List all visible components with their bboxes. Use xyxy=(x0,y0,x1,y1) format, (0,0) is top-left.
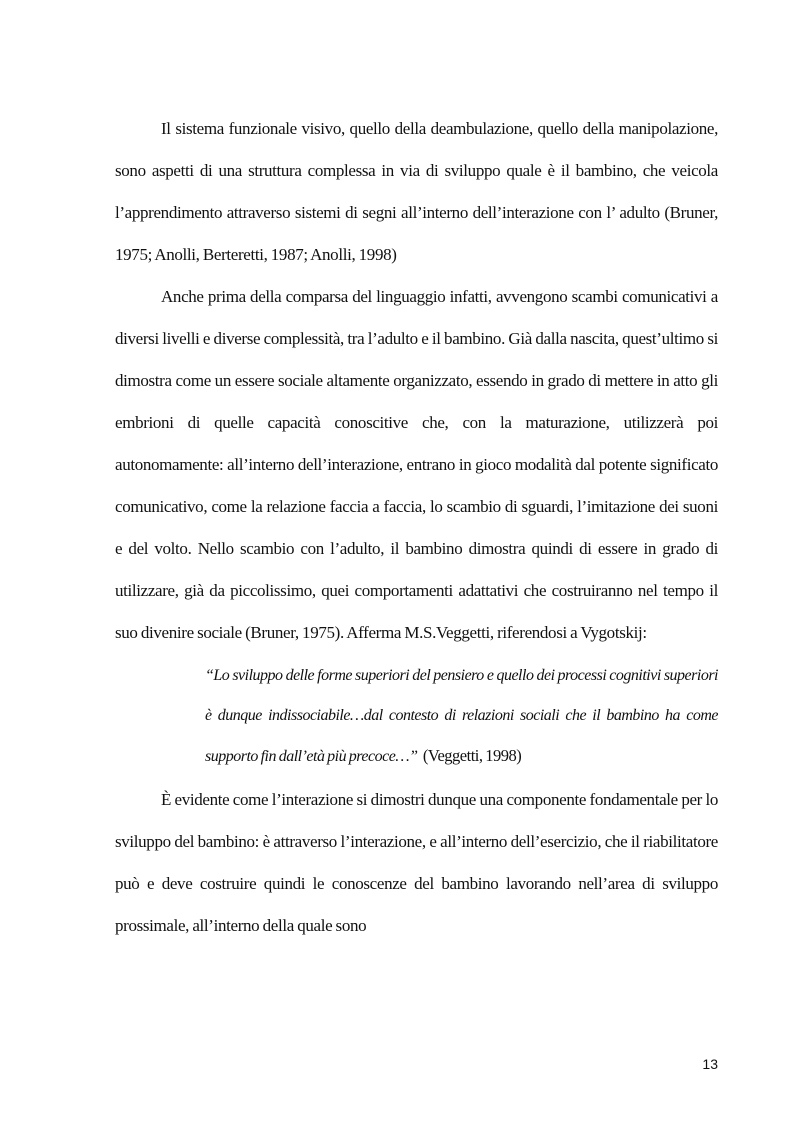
quote-citation: (Veggetti, 1998) xyxy=(422,746,522,765)
page-number: 13 xyxy=(702,1056,718,1072)
body-text xyxy=(115,108,718,947)
paragraph-1: Il sistema funzionale visivo, quello della deambulazione, quello della manipolazione, sono aspetti di una struttura complessa in via di sviluppo quale è il bambino, che veicola l’apprendimento attraverso sistemi di segni all’interno dell’interazione con l’ adulto (Bruner, 1975; Anolli, Berteretti, 1987; Anolli, 1998) xyxy=(115,119,718,264)
paragraph-3: È evidente come l’interazione si dimostri dunque una componente fondamentale per lo sviluppo del bambino: è attraverso l’interazione, e all’interno dell’esercizio, che il riabilitatore può e deve costruire quindi le conoscenze del bambino lavorando nell’area di sviluppo prossimale, all’interno della quale sono xyxy=(115,790,718,935)
quote-text: “Lo sviluppo delle forme superiori del pensiero e quello dei processi cognitivi superiori è dunque indissociabile…dal contesto di relazioni sociali che il bambino ha come supporto fin dall’età più precoce…” xyxy=(205,667,718,765)
block-quote xyxy=(205,654,718,779)
paragraph-2: Anche prima della comparsa del linguaggio infatti, avvengono scambi comunicativi a diversi livelli e diverse complessità, tra l’adulto e il bambino. Già dalla nascita, quest’ultimo si dimostra come un essere sociale altamente organizzato, essendo in grado di mettere in atto gli embrioni di quelle capacità conoscitive che, con la maturazione, utilizzerà poi autonomamente: all’interno dell’interazione, entrano in gioco modalità dal potente significato comunicativo, come la relazione faccia a faccia, lo scambio di sguardi, l’imitazione dei suoni e del volto. Nello scambio con l’adulto, il bambino dimostra quindi di essere in grado di utilizzare, già da piccolissimo, quei comportamenti adattativi che costruiranno nel tempo il suo divenire sociale (Bruner, 1975). Afferma M.S.Veggetti, riferendosi a Vygotskij: xyxy=(115,287,718,642)
